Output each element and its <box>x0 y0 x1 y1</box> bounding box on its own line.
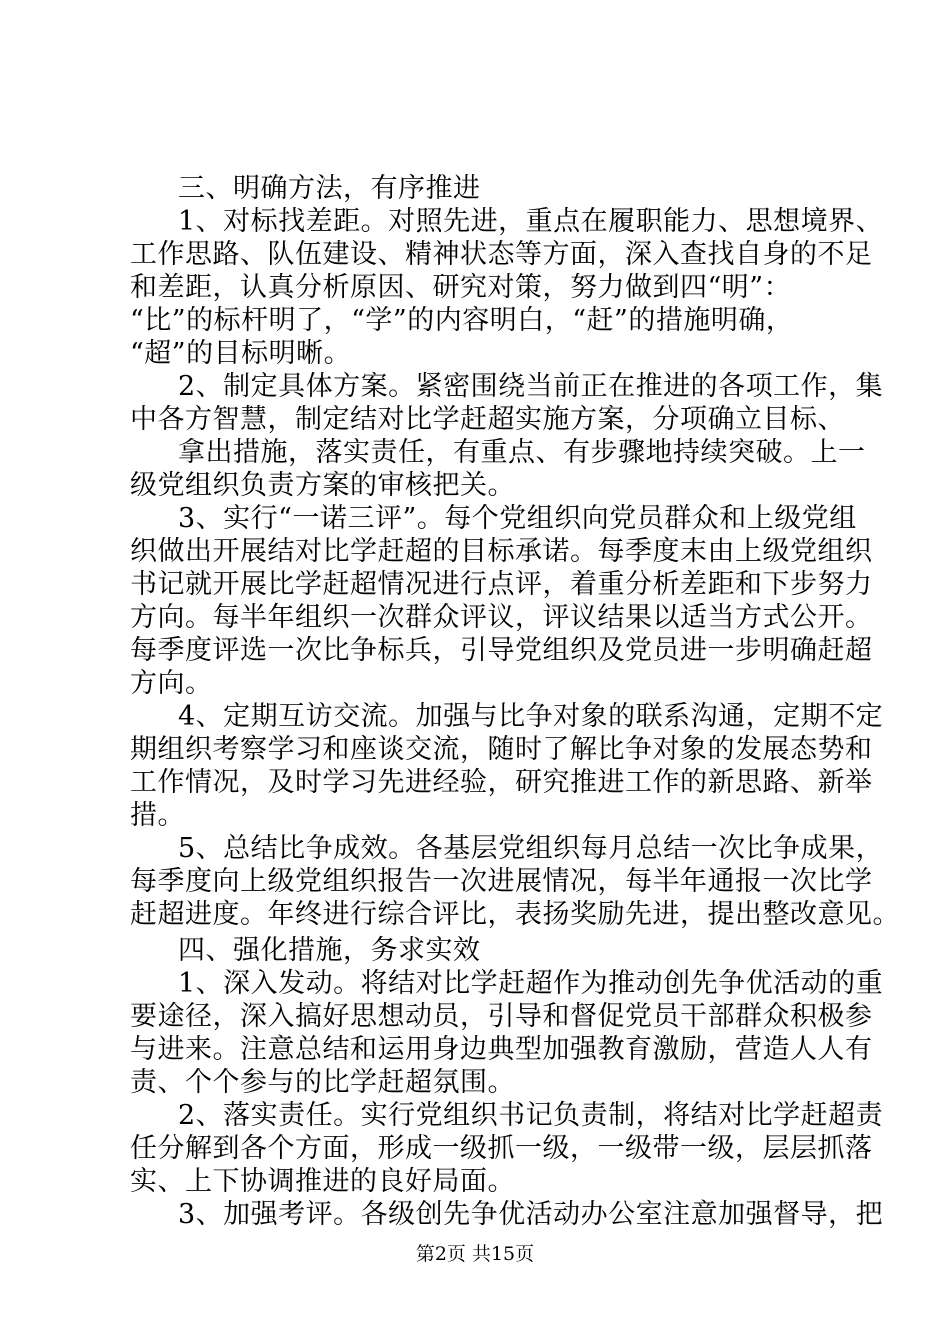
text-line: 书记就开展比学赶超情况进行点评，着重分析差距和下步努力 <box>130 569 873 600</box>
text-line: 5、总结比争成效。各基层党组织每月总结一次比争成果， <box>178 833 884 864</box>
text-line: 三、明确方法，有序推进 <box>178 173 481 204</box>
text-line: 要途径，深入搞好思想动员，引导和督促党员干部群众积极参 <box>130 1001 873 1032</box>
text-line: 拿出措施，落实责任，有重点、有步骤地持续突破。上一 <box>178 437 866 468</box>
text-line: 4、定期互访交流。加强与比争对象的联系沟通，定期不定 <box>178 701 884 732</box>
text-line: 期组织考察学习和座谈交流，随时了解比争对象的发展态势和 <box>130 734 873 765</box>
text-line: 每季度向上级党组织报告一次进展情况，每半年通报一次比学 <box>130 866 873 897</box>
text-line: 与进来。注意总结和运用身边典型加强教育激励，营造人人有 <box>130 1034 873 1065</box>
text-line: 措。 <box>130 800 185 831</box>
text-line: 中各方智慧，制定结对比学赶超实施方案，分项确立目标、 <box>130 404 845 435</box>
text-line: 方向。每半年组织一次群众评议，评议结果以适当方式公开。 <box>130 602 873 633</box>
text-line: “比”的标杆明了，“学”的内容明白，“赶”的措施明确， <box>130 305 794 336</box>
text-line: 实、上下协调推进的良好局面。 <box>130 1166 515 1197</box>
text-line: 2、制定具体方案。紧密围绕当前正在推进的各项工作，集 <box>178 371 884 402</box>
text-line: 工作思路、队伍建设、精神状态等方面，深入查找自身的不足 <box>130 239 873 270</box>
text-line: 1、对标找差距。对照先进，重点在履职能力、思想境界、 <box>178 206 884 237</box>
text-line: 3、实行“一诺三评”。每个党组织向党员群众和上级党组 <box>178 503 857 534</box>
text-line: “超”的目标明晰。 <box>130 338 352 369</box>
section-heading: 四、强化措施，务求实效 <box>178 935 481 966</box>
text-line: 2、落实责任。实行党组织书记负责制，将结对比学赶超责 <box>178 1100 884 1131</box>
text-line: 级党组织负责方案的审核把关。 <box>130 470 515 501</box>
text-line: 每季度评选一次比争标兵，引导党组织及党员进一步明确赶超 <box>130 635 873 666</box>
text-line: 3、加强考评。各级创先争优活动办公室注意加强督导，把 <box>178 1199 884 1230</box>
text-line: 1、深入发动。将结对比学赶超作为推动创先争优活动的重 <box>178 968 884 999</box>
text-line: 和差距，认真分析原因、研究对策，努力做到四“明”： <box>130 272 792 303</box>
page-footer: 第2页 共15页 <box>415 1243 535 1265</box>
text-line: 工作情况，及时学习先进经验，研究推进工作的新思路、新举 <box>130 767 873 798</box>
text-line: 任分解到各个方面，形成一级抓一级，一级带一级，层层抓落 <box>130 1133 873 1164</box>
text-line: 织做出开展结对比学赶超的目标承诺。每季度末由上级党组织 <box>130 536 873 567</box>
text-line: 责、个个参与的比学赶超氛围。 <box>130 1067 515 1098</box>
text-line: 赶超进度。年终进行综合评比，表扬奖励先进，提出整改意见。 <box>130 899 900 930</box>
text-line: 方向。 <box>130 668 213 699</box>
